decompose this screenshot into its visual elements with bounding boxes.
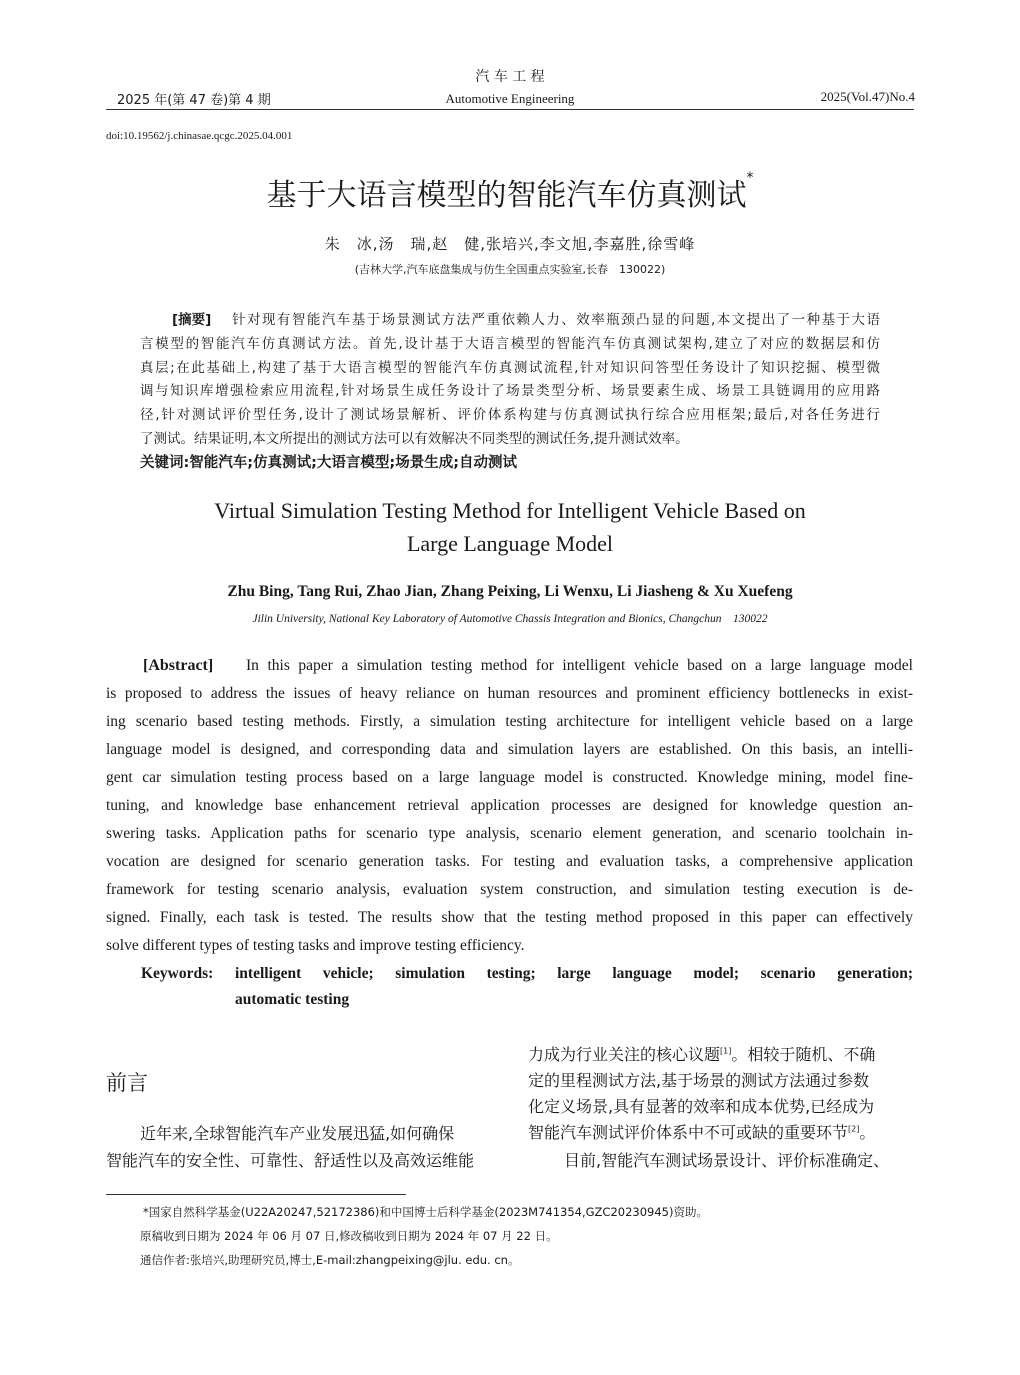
text-line: framework for testing scenario analysis, evaluation system construction, and simulation testing execution is de- [106,881,913,898]
text-line: is proposed to address the issues of heavy reliance on human resources and prominent efficiency bottlenecks in exist- [106,685,913,702]
abstract-label-en: [Abstract] [143,657,214,674]
section-title: 前言 [106,1071,148,1095]
abstract-label-cn: [摘要] [172,312,212,328]
text: 。相较于随机、不确 [731,1045,876,1064]
footnote-rule [106,1194,406,1195]
keywords-en-2: automatic testing [235,991,350,1008]
authors-en: Zhu Bing, Tang Rui, Zhao Jian, Zhang Peixing, Li Wenxu, Li Jiasheng & Xu Xuefeng [227,583,793,600]
text-line: signed. Finally, each task is tested. The results show that the testing method proposed in this paper can effectively [106,909,913,926]
text: 智能汽车测试评价体系中不可或缺的重要环节 [528,1123,849,1142]
issue-en: 2025(Vol.47)No.4 [820,89,915,104]
issue-cn: 2025 年(第 47 卷)第 4 期 [117,93,271,108]
text-line: 调与知识库增强检索应用流程,针对场景生成任务设计了场景类型分析、场景要素生成、场景工具链调用的应用路 [140,383,880,400]
text-line: tuning, and knowledge base enhancement retrieval application processes are designed for knowledge question an- [106,797,913,814]
text-line: 针对现有智能汽车基于场景测试方法严重依赖人力、效率瓶颈凸显的问题,本文提出了一种基于大语 [232,312,880,328]
right-col-line: 定的里程测试方法,基于场景的测试方法通过参数 [528,1071,870,1090]
left-col-line: 智能汽车的安全性、可靠性、舒适性以及高效运维能 [106,1151,475,1170]
title-footnote-mark: * [746,170,754,186]
header-rule [106,109,914,110]
keywords-label-en: Keywords: [141,965,214,982]
right-col-line [528,1042,875,1065]
text-line: 了测试。结果证明,本文所提出的测试方法可以有效解决不同类型的测试任务,提升测试效率。 [140,431,689,447]
affiliation-en: Jilin University, National Key Laboratory of Automotive Chassis Integration and Bionics, Changchun 130022 [252,613,768,625]
text-line: 真层;在此基础上,构建了基于大语言模型的智能汽车仿真测试流程,针对知识问答型任务设计了知识挖掘、模型微 [140,359,880,376]
text: 力成为行业关注的核心议题 [528,1045,721,1064]
affiliation-cn: (吉林大学,汽车底盘集成与仿生全国重点实验室,长春 130022) [354,263,666,276]
right-col-line: 化定义场景,具有显著的效率和成本优势,已经成为 [528,1097,875,1116]
text-line: gent car simulation testing process based on a large language model is constructed. Knowledge mining, model fine- [106,769,913,786]
title-en-1: Virtual Simulation Testing Method for Intelligent Vehicle Based on [214,498,806,523]
text-line: 径,针对测试评价型任务,设计了测试场景解析、评价体系构建与仿真测试执行综合应用框架;最后,对各任务进行 [140,407,880,424]
text-line: solve different types of testing tasks and improve testing efficiency. [106,937,525,954]
keywords-cn: 关键词:智能汽车;仿真测试;大语言模型;场景生成;自动测试 [140,455,517,471]
citation-1[interactable]: [1] [720,1046,732,1056]
left-col-line: 近年来,全球智能汽车产业发展迅猛,如何确保 [140,1124,455,1143]
doi: doi:10.19562/j.chinasae.qcgc.2025.04.001 [106,130,293,142]
title-cn-text: 基于大语言模型的智能汽车仿真测试 [266,178,747,213]
footnote-funding: *国家自然科学基金(U22A20247,52172386)和中国博士后科学基金(2023M741354,GZC20230945)资助。 [143,1205,708,1219]
text-line: swering tasks. Application paths for scenario type analysis, scenario element generation, and scenario toolchain in- [106,825,913,842]
text-line: language model is designed, and corresponding data and simulation layers are established. On this basis, an intelli- [106,741,913,758]
footnote-dates: 原稿收到日期为 2024 年 06 月 07 日,修改稿收到日期为 2024 年 07 月 22 日。 [140,1229,558,1243]
authors-cn: 朱 冰,汤 瑞,赵 健,张培兴,李文旭,李嘉胜,徐雪峰 [324,235,696,253]
title-en-2: Large Language Model [406,531,614,556]
footnote-contact: 通信作者:张培兴,助理研究员,博士,E-mail:zhangpeixing@jlu. edu. cn。 [140,1253,520,1267]
citation-2[interactable]: [2] [848,1124,860,1134]
text-line: ing scenario based testing methods. Firstly, a simulation testing architecture for intelligent vehicle based on a large [106,713,913,730]
right-col-line [528,1120,875,1143]
title-cn [0,170,1020,214]
right-col-line: 目前,智能汽车测试场景设计、评价标准确定、 [564,1151,890,1170]
text-line: vocation are designed for scenario generation tasks. For testing and evaluation tasks, a comprehensive application [106,853,913,870]
journal-name-cn: 汽 车 工 程 [475,69,545,85]
keywords-en-1: intelligent vehicle; simulation testing; large language model; scenario generation; [235,965,913,982]
text-line: In this paper a simulation testing method for intelligent vehicle based on a large language model [246,657,913,674]
text-line: 言模型的智能汽车仿真测试方法。首先,设计基于大语言模型的智能汽车仿真测试架构,建立了对应的数据层和仿 [140,335,880,352]
journal-name-en: Automotive Engineering [445,91,575,106]
text: 。 [859,1123,876,1142]
